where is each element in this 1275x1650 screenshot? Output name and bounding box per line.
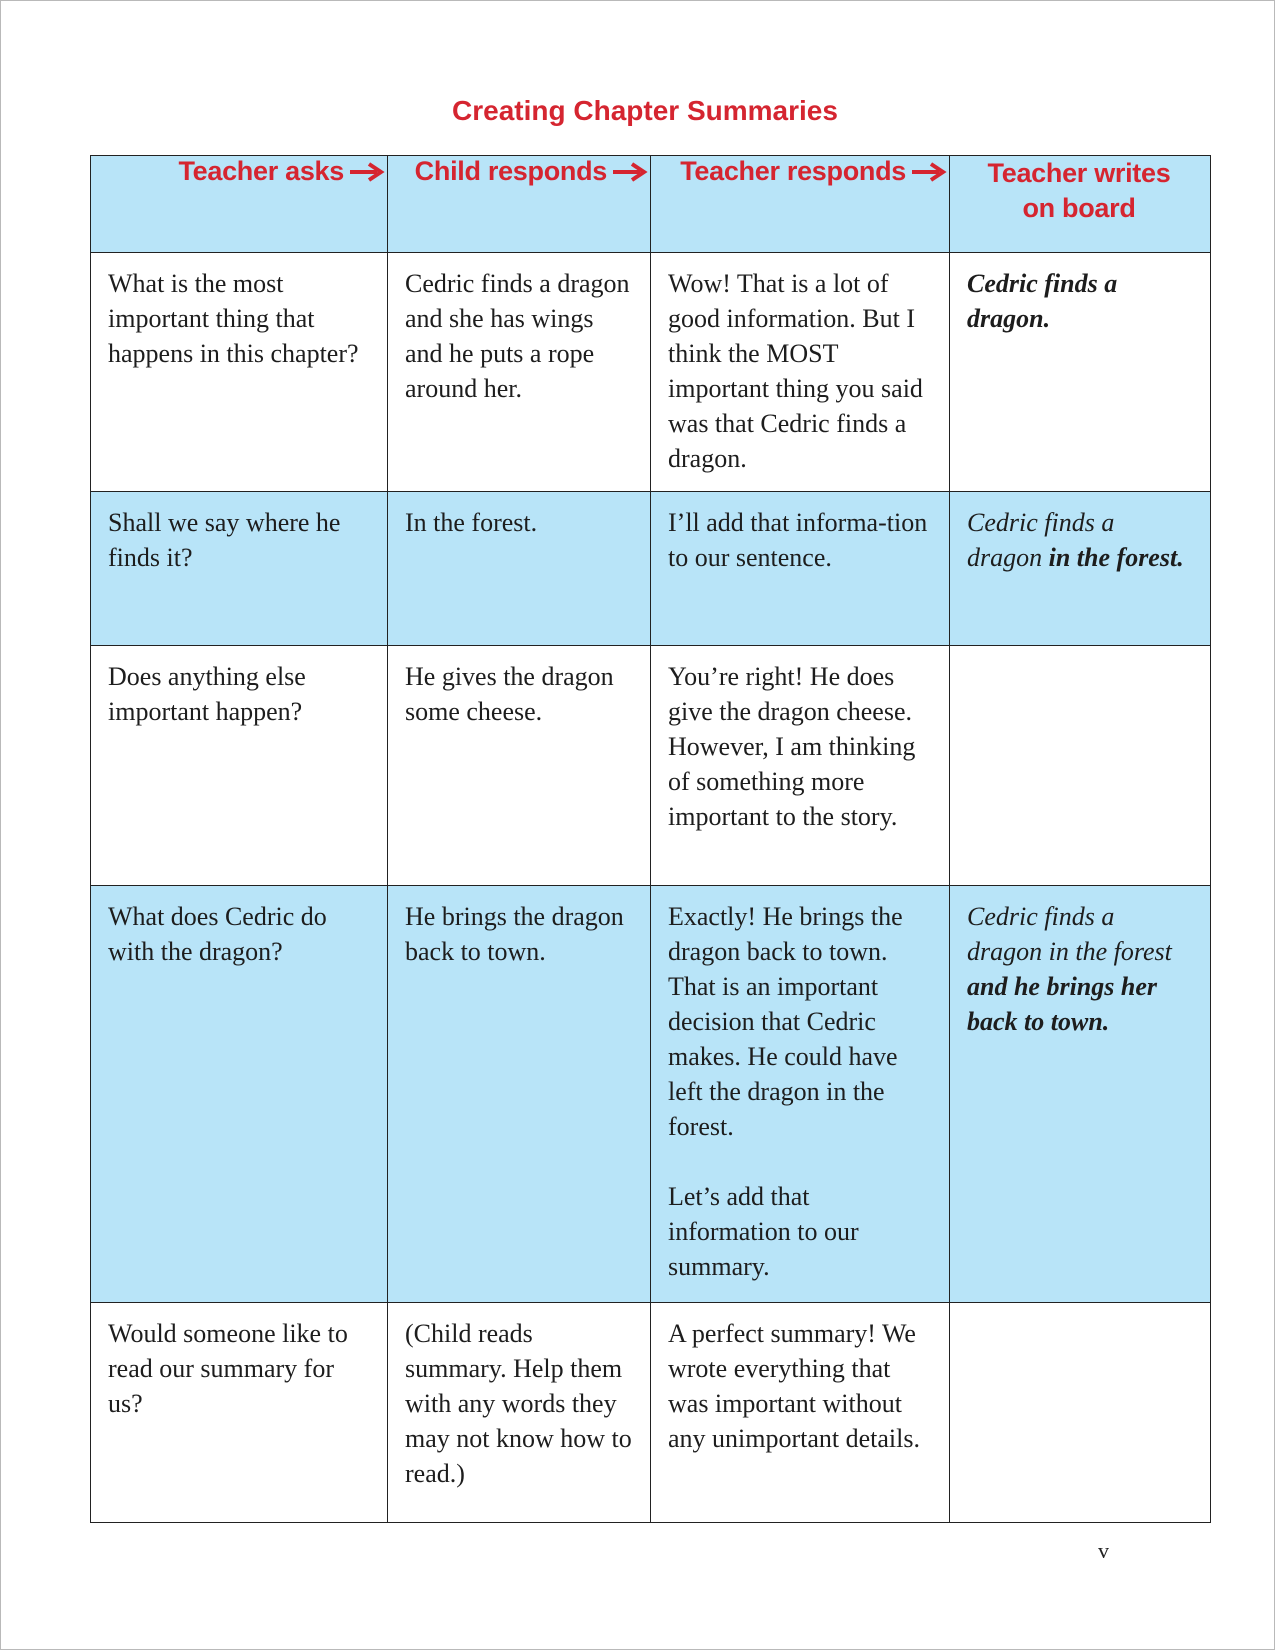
cell-board: Cedric finds a dragon in the forest. xyxy=(950,492,1211,646)
header-teacher-responds xyxy=(651,156,950,253)
cell-child-responds: (Child reads summary. Help them with any words they may not know how to read.) xyxy=(388,1303,651,1523)
header-label: Teacher writes on board xyxy=(987,158,1171,223)
cell-teacher-asks: Would someone like to read our summary for us? xyxy=(91,1303,388,1523)
header-teacher-writes xyxy=(950,156,1211,253)
right-arrow-icon xyxy=(612,161,648,183)
table-row xyxy=(91,886,1211,1303)
header-label: Teacher responds xyxy=(680,156,906,186)
table-row xyxy=(91,646,1211,886)
header-label: Teacher asks xyxy=(178,156,344,186)
table-row xyxy=(91,1303,1211,1523)
cell-teacher-asks: Does anything else important happen? xyxy=(91,646,388,886)
cell-teacher-responds: Wow! That is a lot of good information. But I think the MOST important thing you said was that Cedric finds a dragon. xyxy=(651,253,950,492)
cell-teacher-asks: Shall we say where he finds it? xyxy=(91,492,388,646)
page-number: v xyxy=(1098,1538,1109,1563)
header-teacher-asks xyxy=(91,156,388,253)
header-label: Child responds xyxy=(414,156,607,186)
cell-teacher-responds: I’ll add that informa-tion to our sentence. xyxy=(651,492,950,646)
cell-board: Cedric finds a dragon. xyxy=(950,253,1211,492)
cell-board xyxy=(950,1303,1211,1523)
cell-child-responds: In the forest. xyxy=(388,492,651,646)
cell-board: Cedric finds a dragon in the forest and he brings her back to town. xyxy=(950,886,1211,1303)
cell-teacher-responds: A perfect summary! We wrote everything that was important without any unimportant details. xyxy=(651,1303,950,1523)
header-row xyxy=(91,156,1211,253)
cell-child-responds: He gives the dragon some cheese. xyxy=(388,646,651,886)
cell-child-responds: Cedric finds a dragon and she has wings and he puts a rope around her. xyxy=(388,253,651,492)
right-arrow-icon xyxy=(911,161,947,183)
cell-teacher-asks: What does Cedric do with the dragon? xyxy=(91,886,388,1303)
cell-teacher-responds: Exactly! He brings the dragon back to town. That is an important decision that Cedric makes. He could have left the dragon in the forest. Let’s add that information to our summary. xyxy=(651,886,950,1303)
table-row xyxy=(91,253,1211,492)
cell-board xyxy=(950,646,1211,886)
right-arrow-icon xyxy=(349,161,385,183)
cell-child-responds: He brings the dragon back to town. xyxy=(388,886,651,1303)
table-row xyxy=(91,492,1211,646)
page-title: Creating Chapter Summaries xyxy=(452,95,838,126)
cell-teacher-asks: What is the most important thing that happens in this chapter? xyxy=(91,253,388,492)
header-child-responds xyxy=(388,156,651,253)
cell-teacher-responds: You’re right! He does give the dragon cheese. However, I am thinking of something more important to the story. xyxy=(651,646,950,886)
summary-table xyxy=(90,155,1211,1523)
